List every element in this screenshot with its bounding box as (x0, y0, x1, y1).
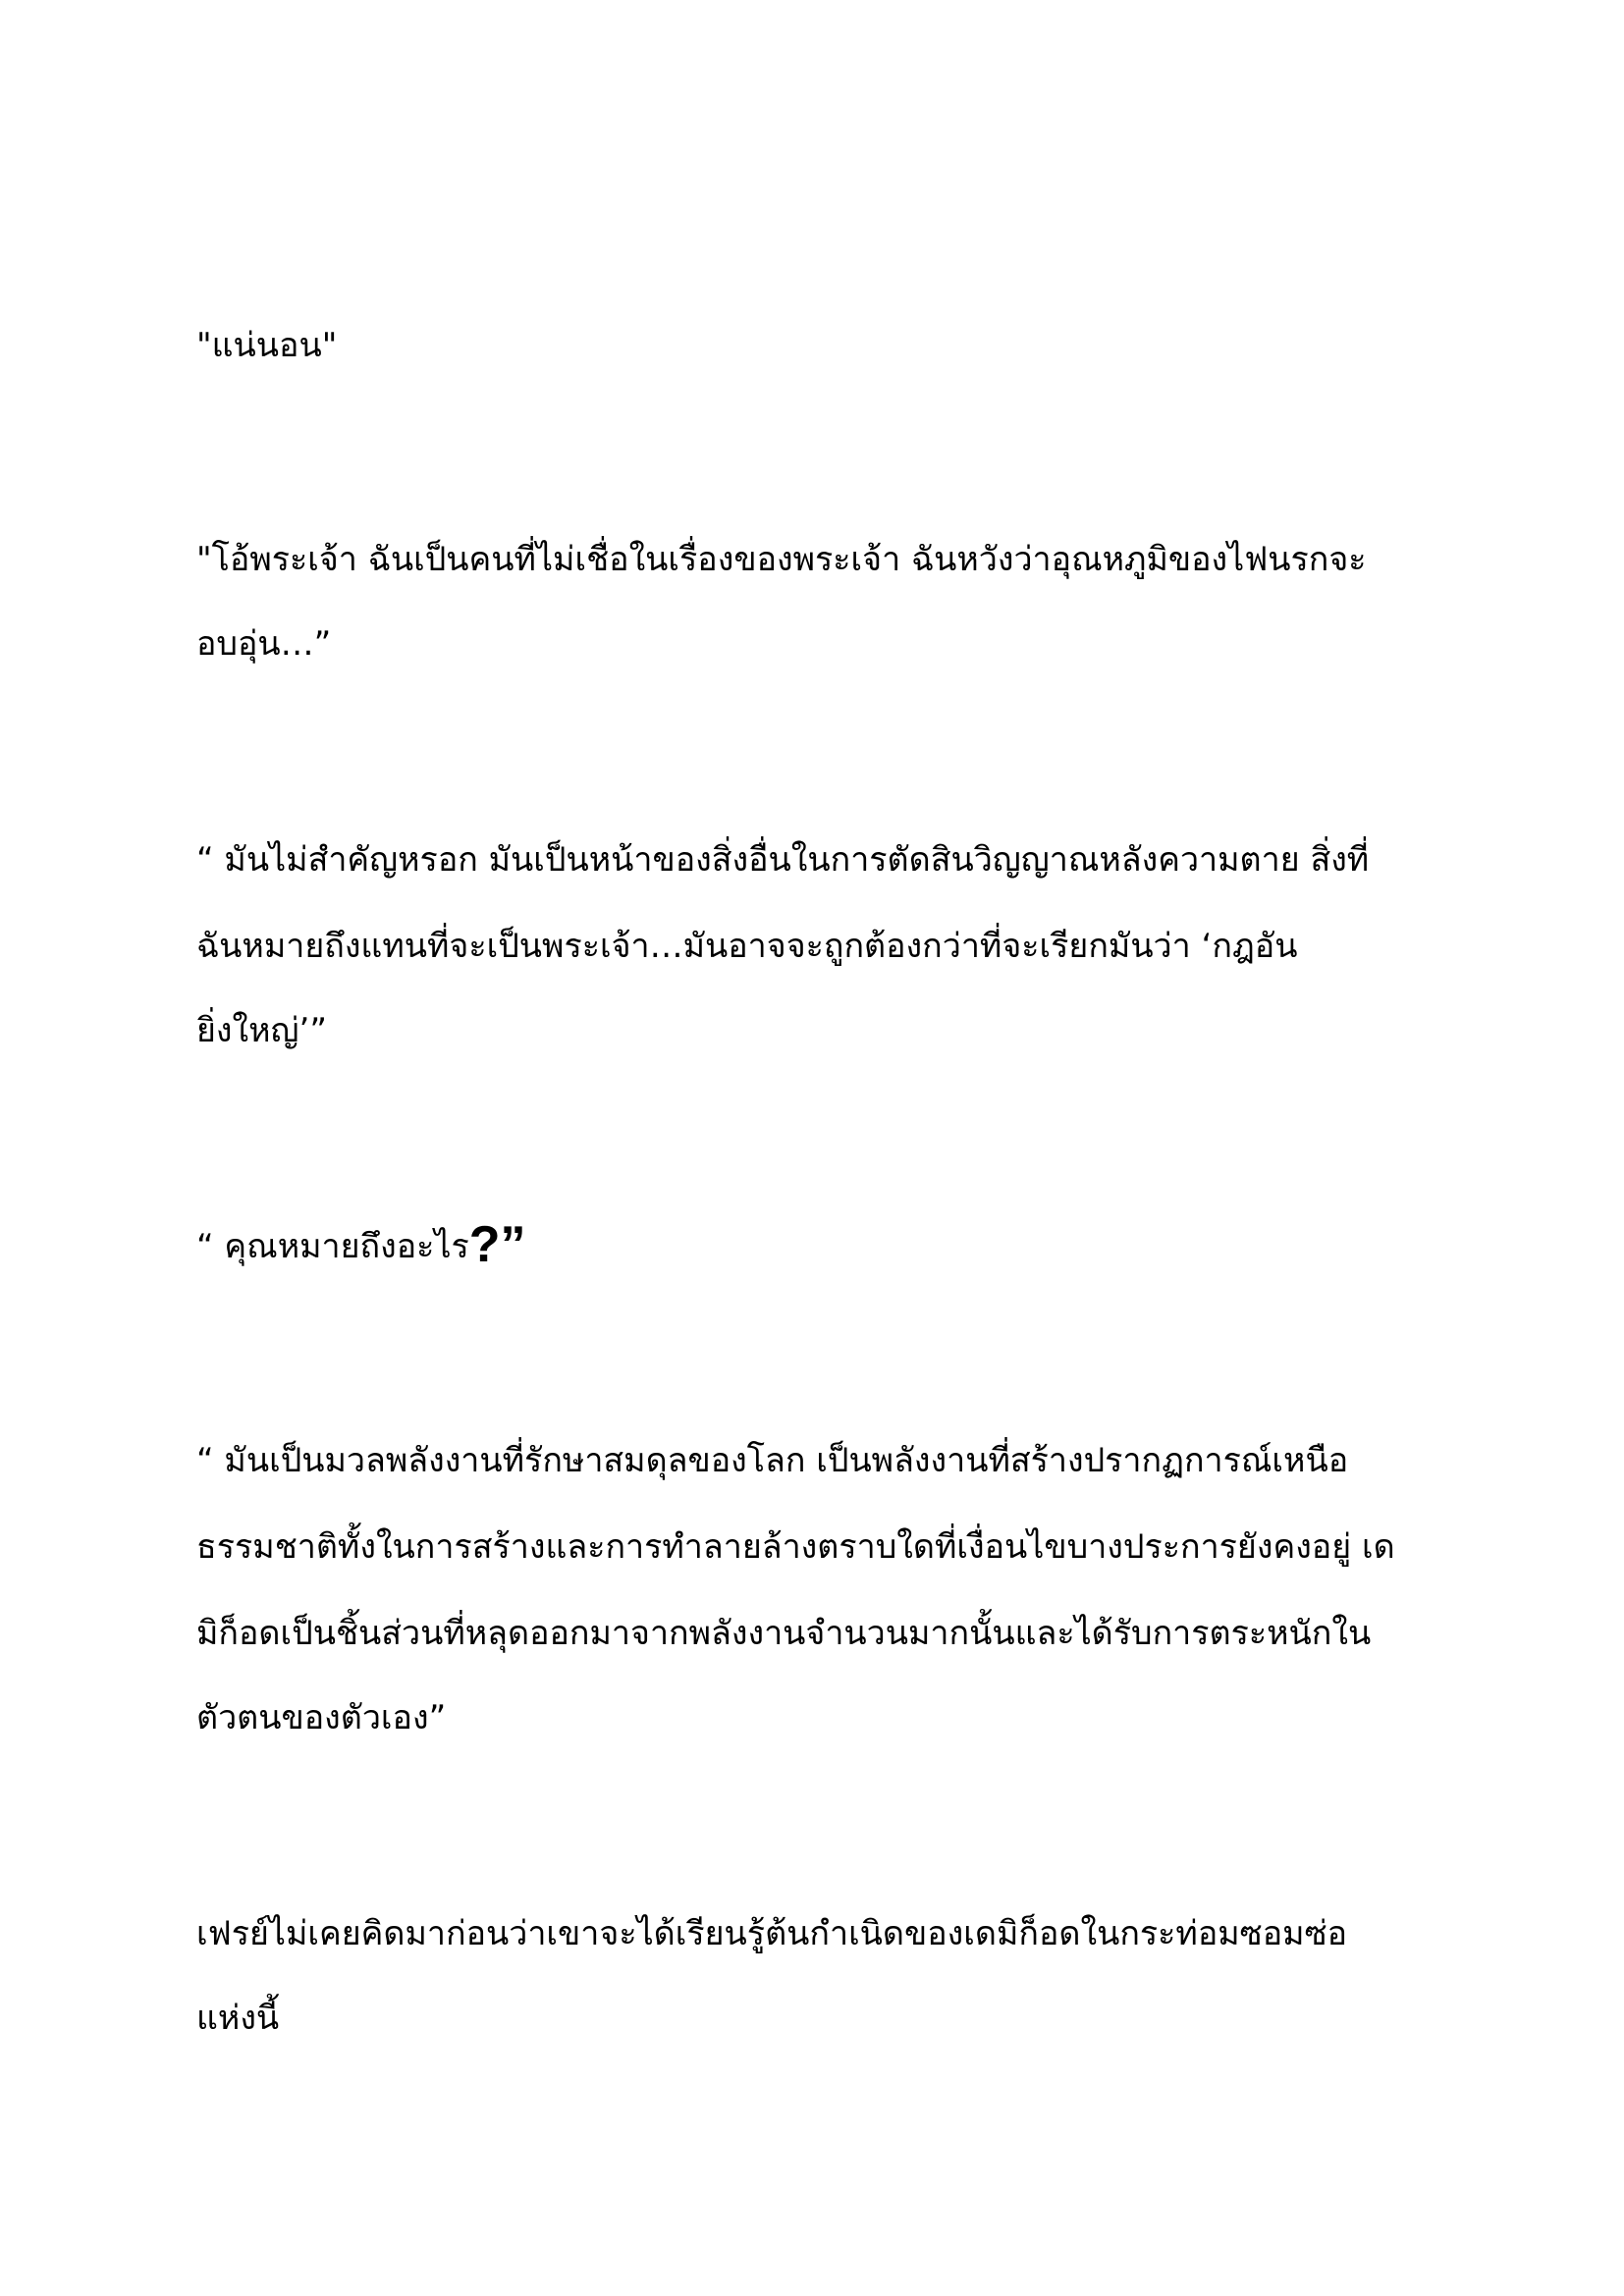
paragraph-1-line-1: "แน่นอน" (196, 326, 338, 365)
paragraph-3-line-1: “ มันไม่สำคัญหรอก มันเป็นหน้าของสิ่งอื่นในการตัดสินวิญญาณหลังความตาย สิ่งที่ (196, 840, 1370, 880)
paragraph-5-line-2: ธรรมชาติทั้งในการสร้างและการทำลายล้างตราบใดที่เงื่อนไขบางประการยังคงอยู่ เด (196, 1527, 1395, 1567)
paragraph-5-line-1: “ มันเป็นมวลพลังงานที่รักษาสมดุลของโลก เป็นพลังงานที่สร้างปรากฏการณ์เหนือ (196, 1441, 1349, 1480)
paragraph-2-line-2: อบอุ่น…” (196, 624, 332, 664)
paragraph-3-line-2: ฉันหมายถึงแทนที่จะเป็นพระเจ้า…มันอาจจะถูกต้องกว่าที่จะเรียกมันว่า ‘กฎอัน (196, 927, 1298, 966)
paragraph-3-line-3: ยิ่งใหญ่’” (196, 1011, 327, 1050)
paragraph-5-line-3: มิก็อดเป็นชิ้นส่วนที่หลุดออกมาจากพลังงานจำนวนมากนั้นและได้รับการตระหนักใน (196, 1614, 1372, 1653)
paragraph-4-question-mark: ?” (468, 1216, 526, 1273)
paragraph-4-text: “ คุณหมายถึงอะไร (196, 1227, 469, 1266)
paragraph-6-line-1: เฟรย์ไม่เคยคิดมาก่อนว่าเขาจะได้เรียนรู้ต้นกำเนิดของเดมิก็อดในกระท่อมซอมซ่อ (196, 1914, 1348, 1953)
paragraph-5-line-4: ตัวตนของตัวเอง” (196, 1698, 447, 1737)
paragraph-4-line-1 (196, 1216, 526, 1273)
paragraph-2-line-1: "โอ้พระเจ้า ฉันเป็นคนที่ไม่เชื่อในเรื่องของพระเจ้า ฉันหวังว่าอุณหภูมิของไฟนรกจะ (196, 540, 1367, 579)
paragraph-6-line-2: แห่งนี้ (196, 1999, 280, 2038)
